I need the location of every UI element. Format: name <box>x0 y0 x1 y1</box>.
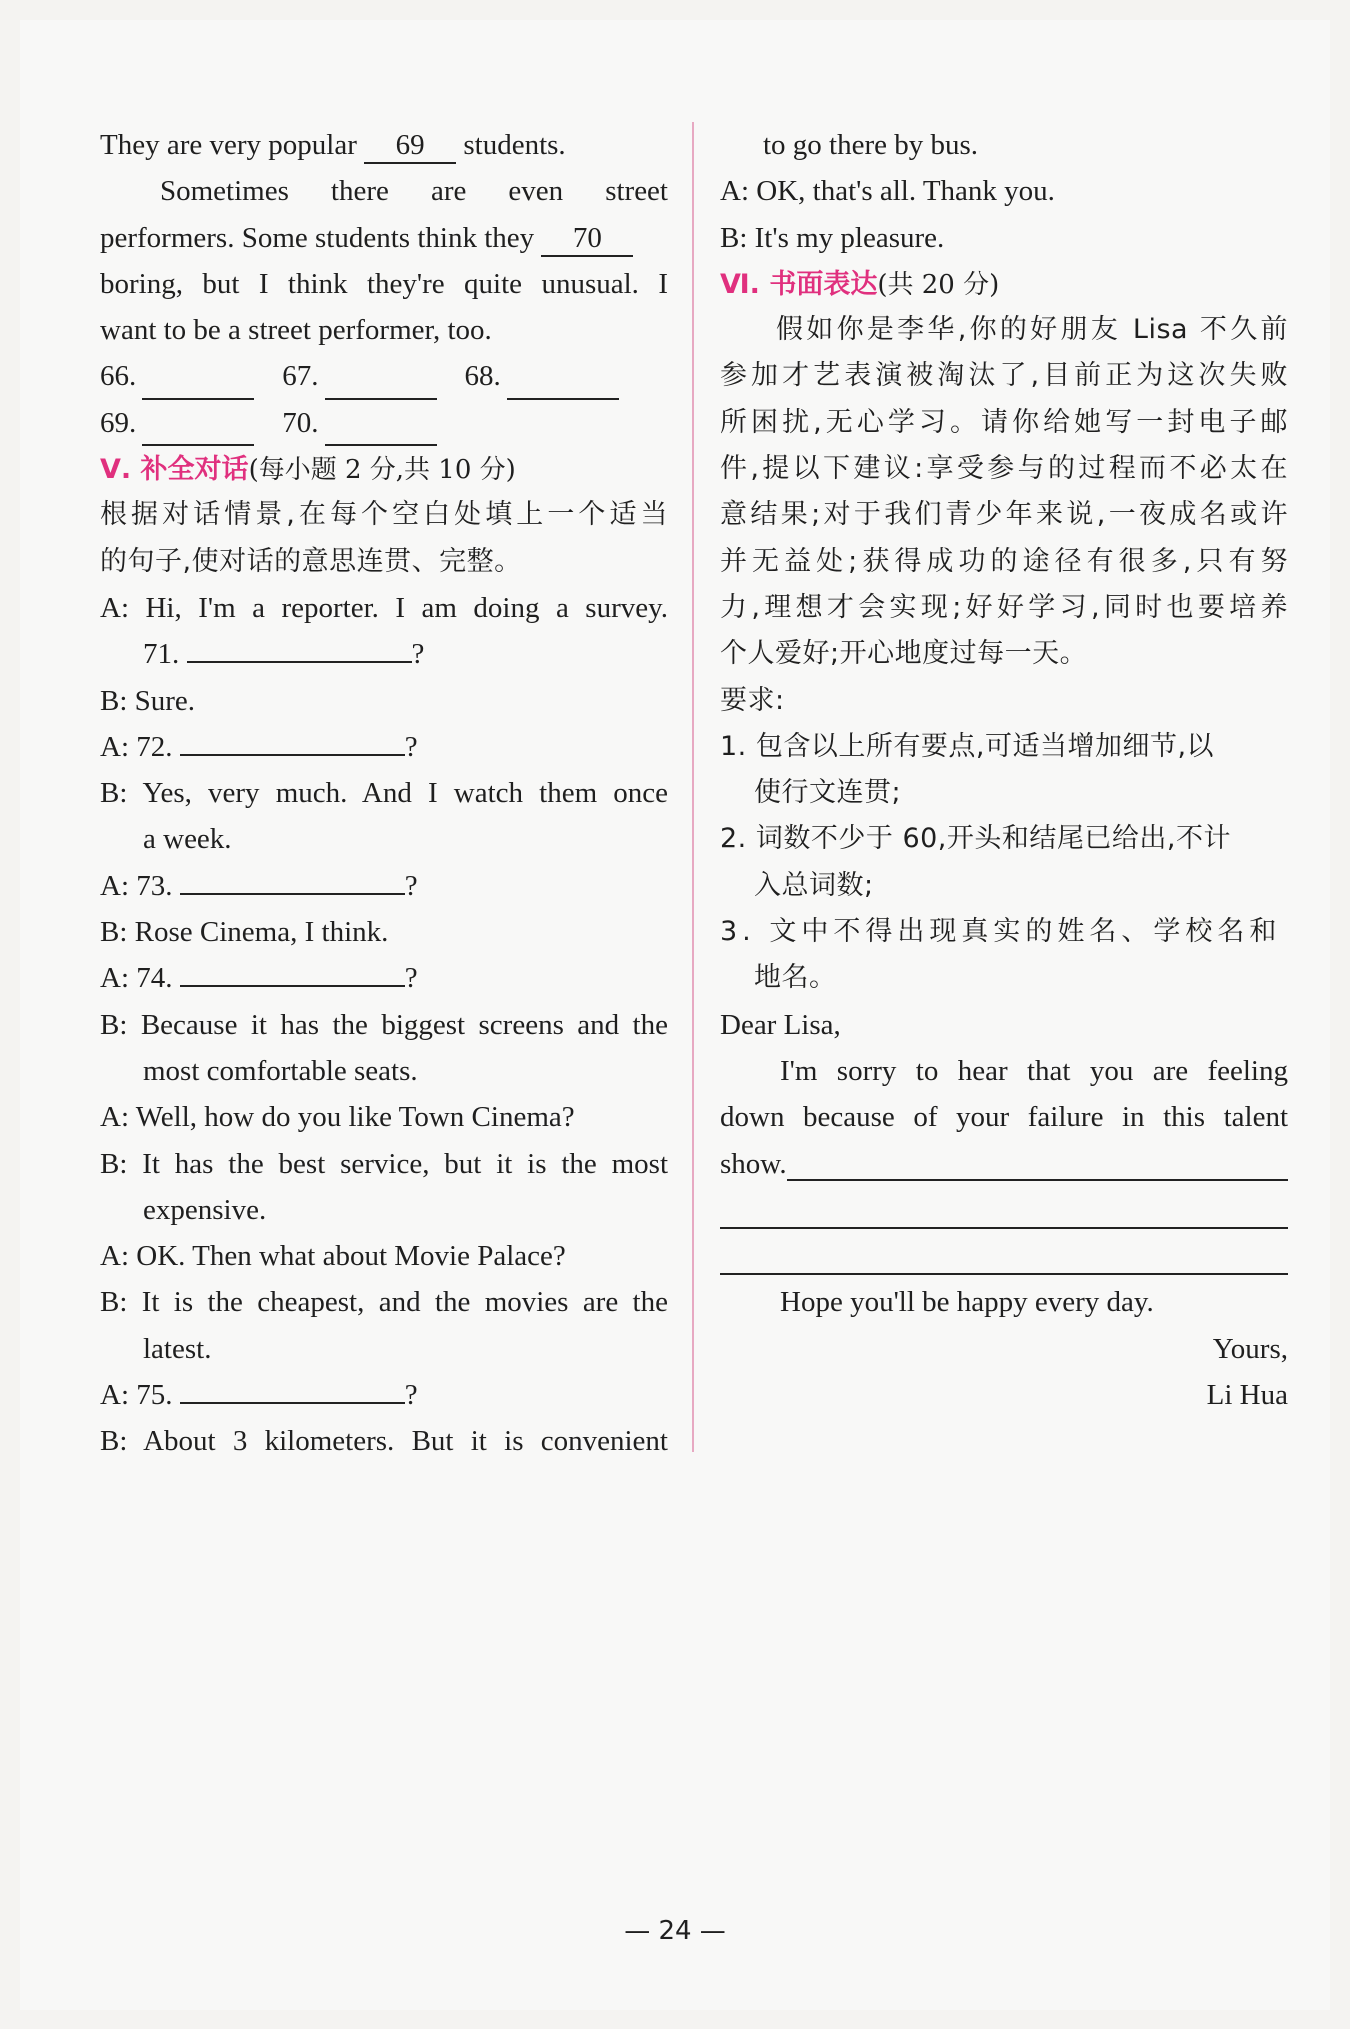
dialog-line-72: A: 72. ? <box>100 730 418 763</box>
letter-closing: Hope you'll be happy every day. <box>780 1286 1154 1319</box>
letter-line-show: show. <box>720 1141 1288 1187</box>
passage-line-69: They are very popular 69 students. <box>100 122 668 168</box>
task-line: 假如你是李华,你的好朋友 Lisa 不久前 <box>776 314 1288 346</box>
letter-greeting: Dear Lisa, <box>720 1008 841 1041</box>
writing-line[interactable] <box>720 1233 1288 1275</box>
letter-line: down because of your failure in this talent <box>720 1101 1288 1134</box>
letter-line: I'm sorry to hear that you are feeling <box>780 1054 1288 1087</box>
dialog <box>100 585 668 1465</box>
dialog-line-73: A: 73. ? <box>100 869 418 902</box>
passage-line: want to be a street performer, too. <box>100 314 492 347</box>
dialog-line: B: Rose Cinema, I think. <box>100 916 389 949</box>
requirement-item: 3. 文中不得出现真实的姓名、学校名和 <box>720 916 1282 948</box>
dialog-line: A: OK, that's all. Thank you. <box>720 175 1055 208</box>
instruction-line: 根据对话情景,在每个空白处填上一个适当 <box>100 499 668 531</box>
writing-line[interactable] <box>787 1141 1288 1181</box>
task-line: 意结果;对于我们青少年来说,一夜成名或许 <box>720 499 1288 531</box>
dialog-line: A: Well, how do you like Town Cinema? <box>100 1101 575 1134</box>
dialog-line: B: It's my pleasure. <box>720 221 945 254</box>
requirement-item-cont: 入总词数; <box>754 869 874 901</box>
writing-row <box>720 1233 1288 1279</box>
column-divider <box>692 122 694 1452</box>
dialog-line: B: It has the best service, but it is the most <box>100 1147 668 1180</box>
task-line: 力,理想才会实现;好好学习,同时也要培养 <box>720 591 1288 623</box>
dialog-blank-73[interactable] <box>180 893 405 895</box>
dialog-line: expensive. <box>143 1193 267 1226</box>
section-heading-5: Ⅴ. 补全对话(每小题 2 分,共 10 分) <box>100 454 516 486</box>
letter-signature: Li Hua <box>1206 1379 1288 1412</box>
task-line: 件,提以下建议:享受参与的过程而不必太在 <box>720 453 1288 485</box>
dialog-line-74: A: 74. ? <box>100 962 418 995</box>
task-line: 并无益处;获得成功的途径有很多,只有努 <box>720 545 1288 577</box>
dialog-line: A: OK. Then what about Movie Palace? <box>100 1240 566 1273</box>
dialog-line: a week. <box>143 823 232 856</box>
answer-row: 69. 70. <box>100 400 668 446</box>
task-line: 参加才艺表演被淘汰了,目前正为这次失败 <box>720 360 1288 392</box>
instruction-line: 的句子,使对话的意思连贯、完整。 <box>100 545 522 577</box>
dialog-blank-74[interactable] <box>180 985 405 987</box>
requirement-item: 2. 词数不少于 60,开头和结尾已给出,不计 <box>720 823 1231 855</box>
passage-line-70: performers. Some students think they 70 <box>100 215 668 261</box>
writing-row <box>720 1187 1288 1233</box>
dialog-blank-75[interactable] <box>180 1402 405 1404</box>
blank-70[interactable]: 70 <box>541 221 633 257</box>
dialog-line: B: Because it has the biggest screens and the <box>100 1008 668 1041</box>
requirement-item: 1. 包含以上所有要点,可适当增加细节,以 <box>720 730 1215 762</box>
passage-line: boring, but I think they're quite unusual. I <box>100 267 668 300</box>
dialog-blank-72[interactable] <box>180 754 405 756</box>
blank-69[interactable]: 69 <box>364 128 456 164</box>
dialog-line-71: 71. ? <box>143 638 425 671</box>
dialog-line: B: About 3 kilometers. But it is convenient <box>100 1425 668 1458</box>
dialog-line: most comfortable seats. <box>143 1054 418 1087</box>
requirements-title: 要求: <box>720 684 785 716</box>
writing-line[interactable] <box>720 1187 1288 1229</box>
requirement-item-cont: 使行文连贯; <box>754 777 902 809</box>
dialog-line: A: Hi, I'm a reporter. I am doing a survey. <box>100 591 668 624</box>
dialog-line: B: Sure. <box>100 684 196 717</box>
section-heading-6: Ⅵ. 书面表达(共 20 分) <box>720 268 1000 300</box>
dialog-line: latest. <box>143 1332 212 1365</box>
requirement-item-cont: 地名。 <box>754 962 837 994</box>
dialog-line: B: It is the cheapest, and the movies are the <box>100 1286 668 1319</box>
task-line: 所困扰,无心学习。请你给她写一封电子邮 <box>720 406 1288 438</box>
dialog-blank-71[interactable] <box>187 661 412 663</box>
dialog-line-75: A: 75. ? <box>100 1379 418 1412</box>
dialog-line: B: Yes, very much. And I watch them once <box>100 777 668 810</box>
page-number: — 24 — <box>624 1916 726 1946</box>
passage-line: Sometimes there are even street <box>160 175 668 208</box>
answer-row: 66. 67. 68. <box>100 353 668 399</box>
right-column <box>720 122 1288 1418</box>
left-column <box>100 122 668 1465</box>
dialog-line: to go there by bus. <box>763 129 979 161</box>
letter-yours: Yours, <box>1212 1332 1288 1365</box>
task-line: 个人爱好;开心地度过每一天。 <box>720 638 1088 670</box>
